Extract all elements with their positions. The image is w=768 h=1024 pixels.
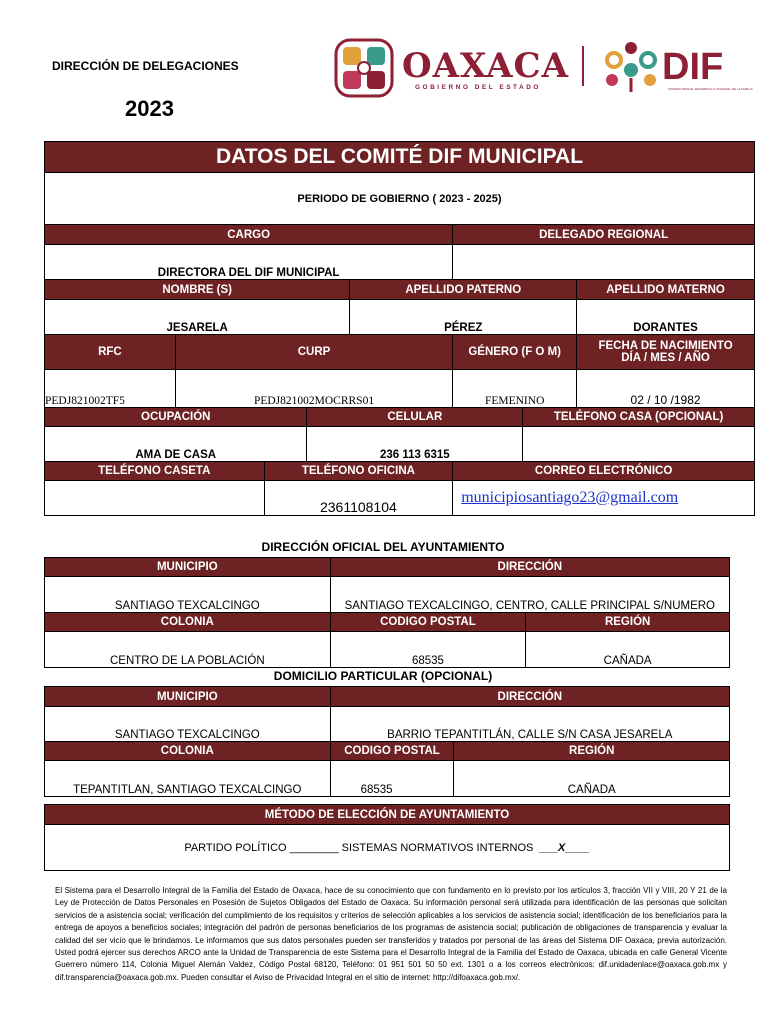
direccion-oficial-table — [44, 557, 730, 668]
document-year: 2023 — [125, 96, 174, 121]
dif-flower-icon — [600, 40, 662, 94]
rfc-value: PEDJ821002TF5 — [45, 370, 176, 408]
oaxaca-logo-text: OAXACA — [402, 46, 569, 86]
paterno-label: APELLIDO PATERNO — [350, 280, 577, 300]
tel-oficina-value: 2361108104 — [264, 481, 453, 516]
domicilio-title: DOMICILIO PARTICULAR (OPCIONAL) — [273, 669, 493, 683]
delegado-value — [453, 245, 755, 280]
dir-municipio-label: MUNICIPIO — [45, 558, 331, 577]
dif-logo-subtext: SISTEMA PARA EL DESARROLLO INTEGRAL DE LA FAMILIA — [668, 87, 753, 91]
nombre-label: NOMBRE (S) — [45, 280, 350, 300]
nombre-value: JESARELA — [45, 300, 350, 335]
tel-casa-label: TELÉFONO CASA (OPCIONAL) — [523, 408, 755, 427]
correo-label: CORREO ELECTRÓNICO — [453, 462, 755, 481]
periodo-gobierno: PERIODO DE GOBIERNO ( 2023 - 2025) — [45, 173, 755, 225]
comite-title: DATOS DEL COMITÉ DIF MUNICIPAL — [45, 142, 755, 173]
oaxaca-emblem-icon — [334, 38, 394, 98]
tel-caseta-label: TELÉFONO CASETA — [45, 462, 265, 481]
dom-cp-value: 68535 — [330, 761, 454, 797]
dif-logo-text: DIF — [662, 46, 724, 88]
partido-politico-option: PARTIDO POLÍTICO ________ — [184, 841, 339, 854]
dom-colonia-label: COLONIA — [45, 742, 331, 761]
direccion-oficial-title: DIRECCIÓN OFICIAL DEL AYUNTAMIENTO — [261, 540, 505, 554]
dir-direccion-label: DIRECCIÓN — [330, 558, 729, 577]
logo-divider — [582, 46, 584, 86]
ocupacion-value: AMA DE CASA — [45, 427, 307, 462]
ocupacion-label: OCUPACIÓN — [45, 408, 307, 427]
dom-direccion-label: DIRECCIÓN — [330, 687, 729, 707]
tel-casa-value — [523, 427, 755, 462]
nacimiento-label — [577, 335, 755, 370]
tel-caseta-value — [45, 481, 265, 516]
genero-value: FEMENINO — [453, 370, 577, 408]
dir-colonia-label: COLONIA — [45, 613, 331, 632]
dir-colonia-value: CENTRO DE LA POBLACIÓN — [45, 632, 331, 668]
sistemas-normativos-mark: ___X____ — [539, 841, 590, 854]
dom-cp-label: CODIGO POSTAL — [330, 742, 454, 761]
oaxaca-logo-subtext: GOBIERNO DEL ESTADO — [415, 84, 541, 91]
curp-value: PEDJ821002MOCRRS01 — [175, 370, 452, 408]
dom-region-value: CAÑADA — [454, 761, 730, 797]
rfc-label: RFC — [45, 335, 176, 370]
cargo-value: DIRECTORA DEL DIF MUNICIPAL — [45, 245, 453, 280]
dir-direccion-value: SANTIAGO TEXCALCINGO, CENTRO, CALLE PRINCIPAL S/NUMERO — [330, 577, 729, 613]
dir-region-value: CAÑADA — [526, 632, 730, 668]
materno-value: DORANTES — [577, 300, 755, 335]
dir-municipio-value: SANTIAGO TEXCALCINGO — [45, 577, 331, 613]
metodo-options — [45, 825, 730, 871]
materno-label: APELLIDO MATERNO — [577, 280, 755, 300]
metodo-title: MÉTODO DE ELECCIÓN DE AYUNTAMIENTO — [45, 805, 730, 825]
dir-region-label: REGIÓN — [526, 613, 730, 632]
correo-link[interactable]: municipiosantiago23@gmail.com — [461, 489, 679, 506]
tel-oficina-label: TELÉFONO OFICINA — [264, 462, 453, 481]
dom-direccion-value: BARRIO TEPANTITLÁN, CALLE S/N CASA JESARELA — [330, 707, 729, 742]
cargo-label: CARGO — [45, 225, 453, 245]
dom-colonia-value: TEPANTITLAN, SANTIAGO TEXCALCINGO — [45, 761, 331, 797]
paterno-value: PÉREZ — [350, 300, 577, 335]
dom-region-label: REGIÓN — [454, 742, 730, 761]
comite-table — [44, 141, 755, 516]
celular-label: CELULAR — [307, 408, 523, 427]
sistemas-normativos-option: SISTEMAS NORMATIVOS INTERNOS — [341, 841, 534, 854]
correo-cell — [453, 481, 755, 516]
celular-value: 236 113 6315 — [307, 427, 523, 462]
curp-label: CURP — [175, 335, 452, 370]
dom-municipio-label: MUNICIPIO — [45, 687, 331, 707]
dom-municipio-value: SANTIAGO TEXCALCINGO — [45, 707, 331, 742]
metodo-table — [44, 804, 730, 871]
domicilio-table — [44, 686, 730, 797]
privacy-notice: El Sistema para el Desarrollo Integral de la Familia del Estado de Oaxaca, hace de su conocimiento que con fundamento en lo previsto por los artículos 3, fracción VII y VIII, 20 Y 21 de la Ley de Protección de Datos Personales en Posesión de Sujetos Obligados del Estado de Oaxaca. Su información personal será utilizada para identificación de las personas que solicitan servicios de a asistencia social; verificación del cumplimiento de los requisitos y criterios de selección aplicables a los servicios de asistencia social; identificación de los beneficiarios para la entrega de apoyos a beneficios sociales; integración del padrón de personas beneficiarios de los programas de asistencia social; publicación de obligaciones de transparencia y evaluar la calidad del ser vicio que le brindamos. Le informamos que sus datos personales pueden ser transferidos y tratados por personal de las áreas del Sistema DIF Oaxaca, previa autorización. Usted podrá ejercer sus derechos ARCO ante la Unidad de Transparencia de este Sistema para el Desarrollo Integral de la Familia del Estado de Oaxaca, ubicada en calle General Vicente Guerrero número 114, Colonia Miguel Alemán Valdez, Código Postal 68120, Teléfono: 01 951 501 50 50 ext. 1301 o a los correos electrónicos: dif.unidadenlace@oaxaca.gob.mx y dif.transparencia@oaxaca.gob.mx. Pueden consultar el Aviso de Privacidad Integral en el sitio de internet: http://difoaxaca.gob.mx/. — [55, 886, 727, 982]
nacimiento-label-line-2: DÍA / MES / AÑO — [621, 352, 710, 364]
nacimiento-value: 02 / 10 /1982 — [577, 370, 755, 408]
delegado-label: DELEGADO REGIONAL — [453, 225, 755, 245]
dir-cp-label: CODIGO POSTAL — [330, 613, 526, 632]
genero-label: GÉNERO (F O M) — [453, 335, 577, 370]
nacimiento-label-line-1: FECHA DE NACIMIENTO — [598, 340, 733, 352]
department-name: DIRECCIÓN DE DELEGACIONES — [52, 59, 239, 73]
dir-cp-value: 68535 — [330, 632, 526, 668]
